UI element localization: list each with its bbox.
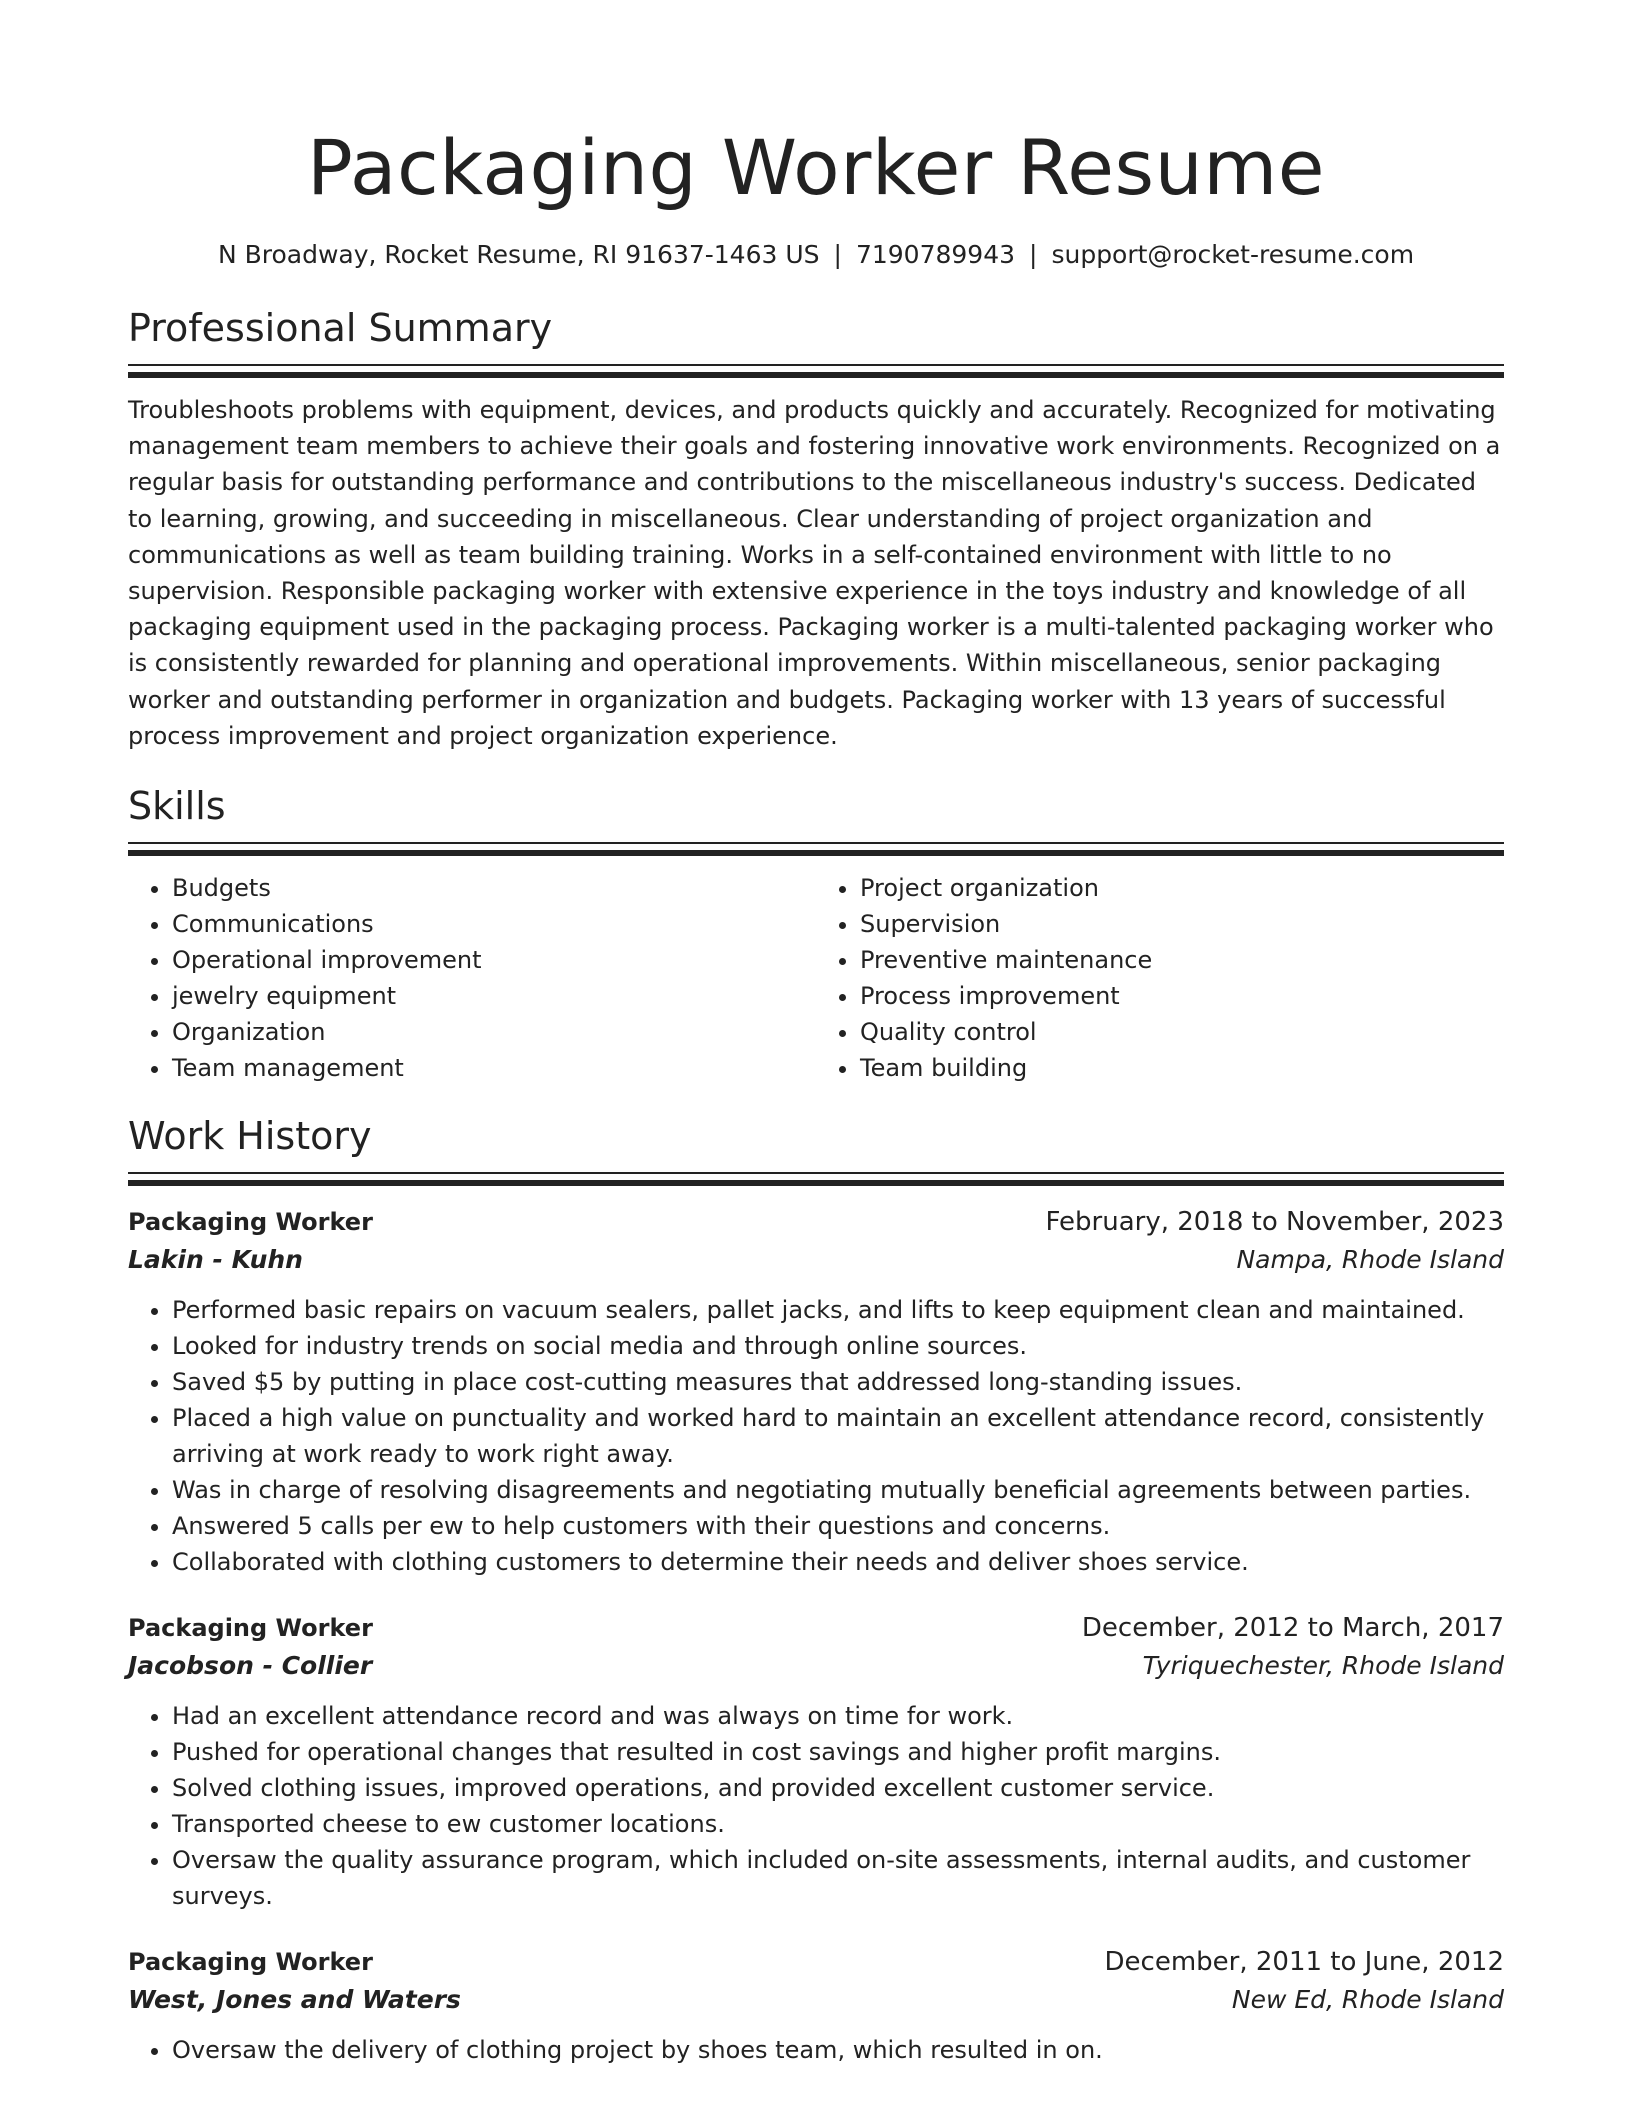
section-heading: Work History bbox=[128, 1114, 372, 1159]
summary-section bbox=[128, 304, 1504, 754]
job-title: Packaging Worker bbox=[128, 1208, 373, 1237]
contact-line bbox=[128, 238, 1504, 272]
section-divider bbox=[128, 842, 1504, 856]
phone: 7190789943 bbox=[855, 240, 1016, 269]
skill-item: • Preventive maintenance bbox=[860, 942, 1504, 978]
skill-item: • Operational improvement bbox=[172, 942, 816, 978]
separator: | bbox=[1029, 240, 1038, 269]
separator: | bbox=[833, 240, 842, 269]
section-heading: Professional Summary bbox=[128, 306, 553, 350]
section-heading: Skills bbox=[128, 784, 226, 829]
job-dates: December, 2011 to June, 2012 bbox=[1104, 1947, 1504, 1978]
job-bullet: • Oversaw the delivery of clothing project by shoes team, which resulted in on. bbox=[172, 2032, 1504, 2068]
job-bullets bbox=[128, 1292, 1504, 1580]
skills-list bbox=[128, 870, 1504, 1086]
job-entry bbox=[128, 1610, 1504, 1914]
job-location: Tyriquechester, Rhode Island bbox=[1142, 1651, 1504, 1681]
skill-item: • Project organization bbox=[860, 870, 1504, 906]
skill-item: • Budgets bbox=[172, 870, 816, 906]
skill-item: • Team management bbox=[172, 1050, 816, 1086]
skills-section bbox=[128, 782, 1504, 1086]
skill-item: • Organization bbox=[172, 1014, 816, 1050]
job-dates: December, 2012 to March, 2017 bbox=[1081, 1613, 1504, 1644]
summary-text: Troubleshoots problems with equipment, devices, and products quickly and accurately. Recognized for motivating management team members to achieve their goals and fostering innovative work environments. Recognized on a regular basis for outstanding performance and contributions to the miscellaneous industry's success. Dedicated to learning, growing, and succeeding in miscellaneous. Clear understanding of project organization and communications as well as team building training. Works in a self-contained environment with little to no supervision. Responsible packaging worker with extensive experience in the toys industry and knowledge of all packaging equipment used in the packaging process. Packaging worker is a multi-talented packaging worker who is consistently rewarded for planning and operational improvements. Within miscellaneous, senior packaging worker and outstanding performer in organization and budgets. Packaging worker with 13 years of successful process improvement and project organization experience. bbox=[128, 396, 1501, 750]
skill-item: • jewelry equipment bbox=[172, 978, 816, 1014]
section-divider bbox=[128, 364, 1504, 378]
skill-item: • Process improvement bbox=[860, 978, 1504, 1014]
job-company: West, Jones and Waters bbox=[128, 1985, 461, 2015]
skills-column-left bbox=[128, 870, 816, 1086]
job-company: Lakin - Kuhn bbox=[128, 1245, 303, 1275]
skill-item: • Supervision bbox=[860, 906, 1504, 942]
email: support@rocket-resume.com bbox=[1051, 240, 1415, 269]
job-bullet: • Transported cheese to ew customer locations. bbox=[172, 1806, 1504, 1842]
job-bullet: • Looked for industry trends on social media and through online sources. bbox=[172, 1328, 1504, 1364]
job-bullet: • Oversaw the quality assurance program, which included on-site assessments, internal audits, and customer surveys. bbox=[172, 1842, 1504, 1914]
job-title: Packaging Worker bbox=[128, 1948, 373, 1977]
skill-item: • Communications bbox=[172, 906, 816, 942]
job-bullet: • Had an excellent attendance record and was always on time for work. bbox=[172, 1698, 1504, 1734]
job-bullets bbox=[128, 1698, 1504, 1914]
address: N Broadway, Rocket Resume, RI 91637-1463 US bbox=[217, 240, 820, 269]
job-entry bbox=[128, 1944, 1504, 2068]
job-entry bbox=[128, 1204, 1504, 1580]
job-bullet: • Solved clothing issues, improved operations, and provided excellent customer service. bbox=[172, 1770, 1504, 1806]
job-bullet: • Was in charge of resolving disagreements and negotiating mutually beneficial agreements between parties. bbox=[172, 1472, 1504, 1508]
job-bullet: • Placed a high value on punctuality and worked hard to maintain an excellent attendance record, consistently arriving at work ready to work right away. bbox=[172, 1400, 1504, 1472]
job-bullet: • Answered 5 calls per ew to help customers with their questions and concerns. bbox=[172, 1508, 1504, 1544]
skill-item: • Team building bbox=[860, 1050, 1504, 1086]
page-title: Packaging Worker Resume bbox=[306, 123, 1326, 212]
skills-column-right bbox=[816, 870, 1504, 1086]
job-bullet: • Pushed for operational changes that resulted in cost savings and higher profit margins. bbox=[172, 1734, 1504, 1770]
job-location: Nampa, Rhode Island bbox=[1236, 1245, 1504, 1275]
job-bullet: • Collaborated with clothing customers to determine their needs and deliver shoes service. bbox=[172, 1544, 1504, 1580]
job-company: Jacobson - Collier bbox=[128, 1651, 373, 1681]
skill-item: • Quality control bbox=[860, 1014, 1504, 1050]
job-dates: February, 2018 to November, 2023 bbox=[1045, 1207, 1504, 1238]
section-divider bbox=[128, 1172, 1504, 1186]
job-bullet: • Saved $5 by putting in place cost-cutting measures that addressed long-standing issues. bbox=[172, 1364, 1504, 1400]
job-title: Packaging Worker bbox=[128, 1614, 373, 1643]
job-bullet: • Performed basic repairs on vacuum sealers, pallet jacks, and lifts to keep equipment clean and maintained. bbox=[172, 1292, 1504, 1328]
work-history-section bbox=[128, 1112, 1504, 2068]
job-location: New Ed, Rhode Island bbox=[1231, 1985, 1504, 2015]
job-bullets bbox=[128, 2032, 1504, 2068]
